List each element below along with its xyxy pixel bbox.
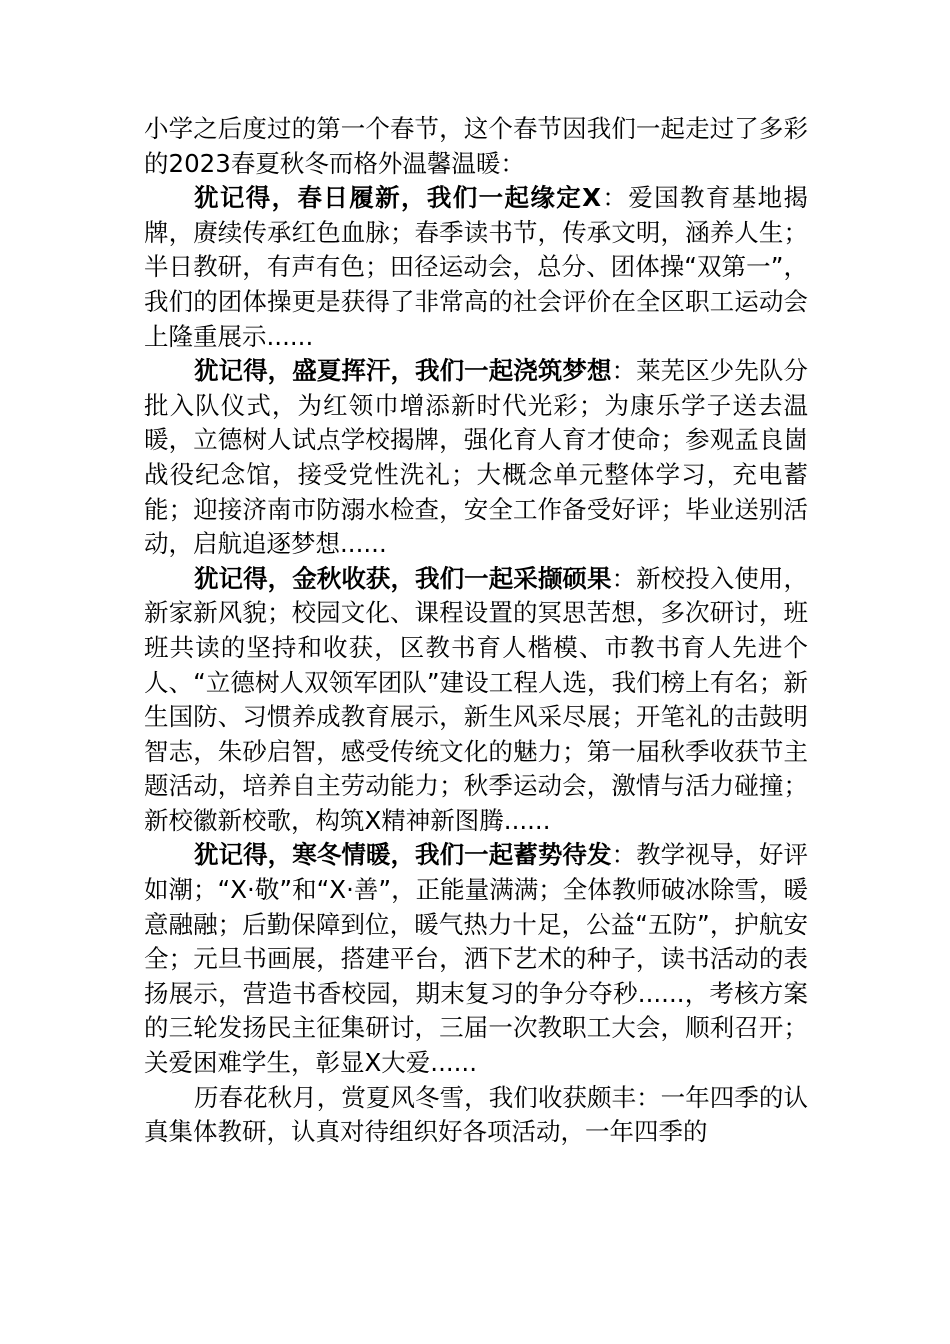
paragraph-0-text: 小学之后度过的第一个春节，这个春节因我们一起走过了多彩的2023春夏秋冬而格外温馨温暖： <box>144 114 808 178</box>
paragraph-spring <box>144 181 808 354</box>
paragraph-summer-heading: 犹记得，盛夏挥汗，我们一起浇筑梦想 <box>194 356 612 386</box>
document-body <box>144 112 808 1150</box>
paragraph-summer <box>144 354 808 562</box>
paragraph-spring-text: ：爱国教育基地揭牌，赓续传承红色血脉；春季读书节，传承文明，涵养人生；半日教研，有声有色；田径运动会，总分、团体操“双第一”，我们的团体操更是获得了非常高的社会评价在全区职工运动会上隆重展示...... <box>144 183 809 351</box>
paragraph-winter <box>144 838 808 1080</box>
paragraph-spring-heading: 犹记得，春日履新，我们一起缘定X <box>194 183 602 213</box>
paragraph-summer-text: ：莱芜区少先队分批入队仪式，为红领巾增添新时代光彩；为康乐学子送去温暖，立德树人试点学校揭牌，强化育人育才使命；参观孟良崮战役纪念馆，接受党性洗礼；大概念单元整体学习，充电蓄能；迎接济南市防溺水检查，安全工作备受好评；毕业送别活动，启航追逐梦想...... <box>144 356 808 559</box>
paragraph-winter-heading: 犹记得，寒冬情暖，我们一起蓄势待发 <box>194 840 612 870</box>
paragraph-summary <box>144 1081 808 1150</box>
paragraph-0 <box>144 112 808 181</box>
paragraph-autumn-heading: 犹记得，金秋收获，我们一起采撷硕果 <box>194 563 612 593</box>
paragraph-winter-text: ：教学视导，好评如潮；“X·敬”和“X·善”，正能量满满；全体教师破冰除雪，暖意融融；后勤保障到位，暖气热力十足，公益“五防”，护航安全；元旦书画展，搭建平台，洒下艺术的种子，读书活动的表扬展示，营造书香校园，期末复习的争分夺秒......，考核方案的三轮发扬民主征集研讨，三届一次教职工大会，顺利召开；关爱困难学生，彰显X大爱...... <box>144 840 808 1078</box>
paragraph-autumn-text: ：新校投入使用，新家新风貌；校园文化、课程设置的冥思苦想，多次研讨，班班共读的坚持和收获，区教书育人楷模、市教书育人先进个人、“立德树人双领军团队”建设工程人选，我们榜上有名；新生国防、习惯养成教育展示，新生风采尽展；开笔礼的击鼓明智志，朱砂启智，感受传统文化的魅力；第一届秋季收获节主题活动，培养自主劳动能力；秋季运动会，激情与活力碰撞；新校徽新校歌，构筑X精神新图腾...... <box>144 563 808 835</box>
paragraph-summary-text: 历春花秋月，赏夏风冬雪，我们收获颇丰：一年四季的认真集体教研，认真对待组织好各项活动，一年四季的 <box>144 1082 808 1147</box>
paragraph-autumn <box>144 562 808 839</box>
